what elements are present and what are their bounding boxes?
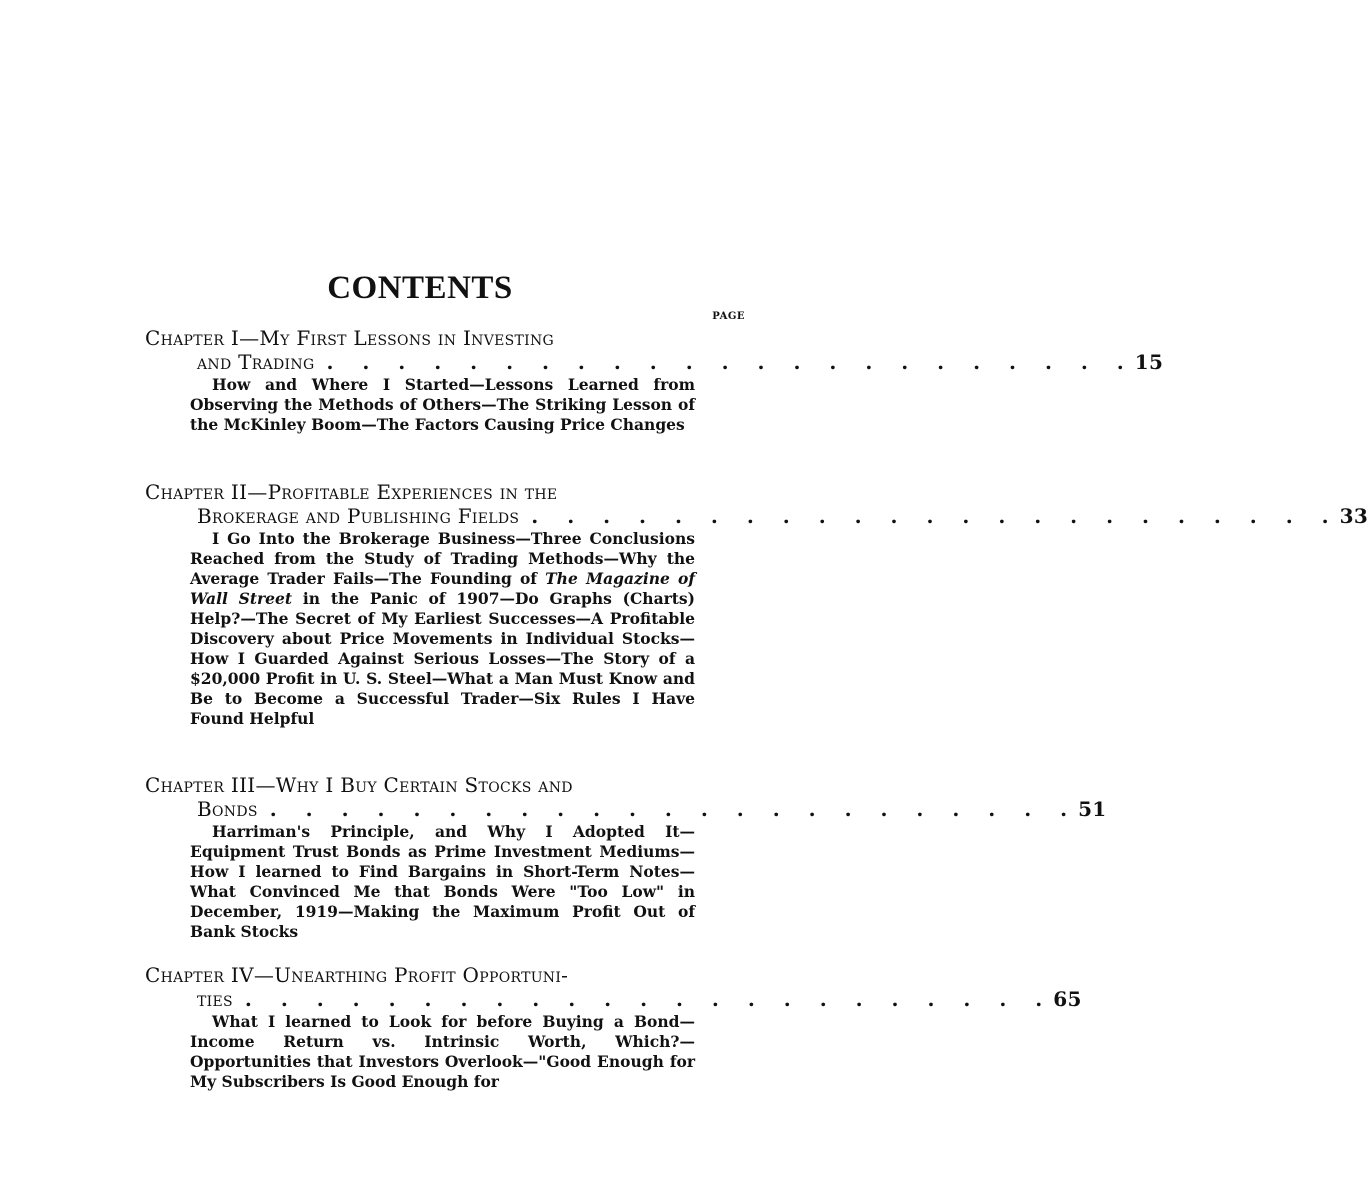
chapter-entry-2 (145, 480, 1368, 729)
summary-part-b: in the Panic of 1907—Do Graphs (Charts) Help?—The Secret of My Earliest Successes—A Profitable Discovery about Price Movements in Individual Stocks—How I Guarded Against Serious Losses—The Story of a $20,000 Profit in U. S. Steel—What a Man Must Know and Be to Become a Successful Trader—Six Rules I Have Found Helpful (190, 589, 695, 728)
chapter-entry-4 (145, 963, 1082, 1092)
chapter-page-number: 33 (1339, 504, 1368, 528)
chapter-summary-text: How and Where I Started—Lessons Learned from Observing the Methods of Others—The Striking Lesson of the McKinley Boom—The Factors Causing Price Changes (190, 375, 695, 434)
page-title: CONTENTS (327, 270, 513, 306)
dot-leader: . . . . . . . . . . . . . . . . . . . . . . . (244, 987, 1054, 1011)
chapter-title-line-2: Bonds (197, 797, 258, 821)
chapter-title-line-1: Chapter IV—Unearthing Profit Opportuni- (145, 963, 569, 987)
dot-leader: . . . . . . . . . . . . . . . . . . . . . . . (269, 797, 1079, 821)
chapter-title-line-1: Chapter II—Profitable Experiences in the (145, 480, 558, 504)
dot-leader: . . . . . . . . . . . . . . . . . . . . . . . (326, 350, 1135, 374)
chapter-title-line-2: and Trading (197, 350, 315, 374)
chapter-summary-text (190, 529, 695, 729)
chapter-summary (190, 529, 695, 729)
chapter-entry-1 (145, 326, 1164, 435)
chapter-summary (190, 375, 695, 435)
chapter-summary (190, 1012, 695, 1092)
dot-leader: . . . . . . . . . . . . . . . . . . . . . . . (531, 504, 1340, 528)
chapter-summary-text: What I learned to Look for before Buying a Bond—Income Return vs. Intrinsic Worth, Which?—Opportunities that Investors Overlook—"Good Enough for My Subscribers Is Good Enough for (190, 1012, 695, 1091)
chapter-page-number: 65 (1053, 987, 1082, 1011)
chapter-page-number: 15 (1134, 350, 1164, 374)
chapter-entry-3 (145, 773, 1107, 942)
magazine-title: The Magazine of Wall Street (190, 569, 696, 608)
chapter-title-line-1: Chapter III—Why I Buy Certain Stocks and (145, 773, 573, 797)
page-column-label: PAGE (712, 311, 745, 322)
chapter-summary-text: Harriman's Principle, and Why I Adopted It—Equipment Trust Bonds as Prime Investment Mediums—How I learned to Find Bargains in Short-Term Notes—What Convinced Me that Bonds Were "Too Low" in December, 1919—Making the Maximum Profit Out of Bank Stocks (190, 822, 695, 941)
chapter-title-line-2: Brokerage and Publishing Fields (197, 504, 520, 528)
chapter-title-line-1: Chapter I—My First Lessons in Investing (145, 326, 555, 350)
chapter-title-line-2: ties (197, 987, 233, 1011)
summary-part-a: I Go Into the Brokerage Business—Three Conclusions Reached from the Study of Trading Methods—Why the Average Trader Fails—The Founding of (190, 529, 695, 588)
chapter-summary (190, 822, 695, 942)
chapter-page-number: 51 (1078, 797, 1107, 821)
